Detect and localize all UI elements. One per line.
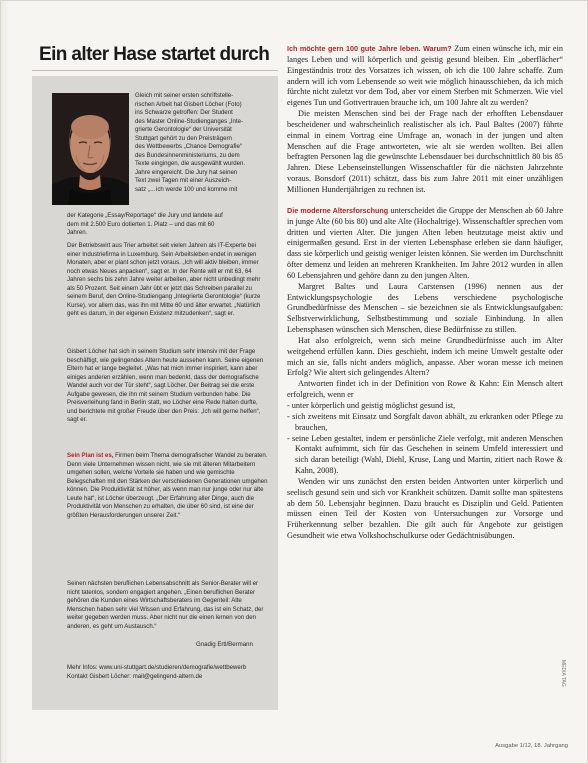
sidebar-lead: Sein Plan ist es,: [67, 452, 114, 459]
article-paragraph-body: unterscheidet die Gruppe der Menschen ab 60 Jahre in junge Alte (60 bis 80) und alte Alte (Hochaltrige). Wissenschaftler sprechen vom dritten und vierten Alter. Die jungen Alten leben heutzutage meist aktiv und einigermaßen gesund. Erst in der vierten Lebensphase erleben sie dann häufiger, dass sie körperlich und geistig weniger leisten können. Sie werden im Durchschnitt öfter demenz und leiden an mehreren Krankheiten. Im Jahre 2012 wurden in allen 60 Lebensjahren und gehöre dann zu den jungen Alten.: [287, 205, 563, 280]
sidebar-intro-line: des Wettbewerbs „Chance Demografie“: [135, 143, 242, 150]
sidebar-signature: Gnadig Ertl/Bermann: [196, 641, 253, 648]
article-paragraph: Die meisten Menschen sind bei der Frage nach der erhofften Lebensdauer bescheidener und wahrscheinlich realistischer als ich. Paul Baltes (2007) führte einmal in einem Vortrag eine Umfrage an, wonach in der jungen und alten Menschen auf die Frage antworteten, wie alt sie werden wollten. Bei allen befragten Personen lag die gewünschte Lebensdauer bei durchschnittlich 80 bis 85 Jahren. Diese Lebenseinstellungen Wissenschaftler für die nächsten Jahrzehnte voraus. Bonsdorf (2011) schätzt, dass bis zum Jahre 2011 mit einer unzähligen Millionen Hundertjährigen zu rechnen ist.: [287, 109, 563, 194]
article-paragraph: Hat also erfolgreich, wenn sich meine Grundbedürfnisse auch im Alter weitgehend erfüllen kann. Dies geschieht, indem ich meine Umwelt gestalte oder mich an sie, falls nicht anders möglich, anpasse. Aber woran messe ich meinen Erfolg? Wie altert sich gelingendes Altern?: [287, 335, 563, 378]
sidebar-intro-line: des Master Online-Studienganges „Inte-: [135, 117, 244, 125]
sidebar-intro-line: Gleich mit seiner ersten schriftstelle-: [135, 92, 234, 99]
article-paragraph: [287, 44, 563, 109]
headline: Ein alter Hase startet durch: [39, 44, 270, 65]
sidebar-intro-line: dem mit 2.500 Euro dotierten 1. Platz – und das mit 60: [67, 220, 215, 228]
sidebar-links: [67, 664, 267, 681]
sidebar-intro-line: rischen Arbeit hat Gisbert Löcher (Foto): [135, 100, 242, 108]
main-article: [287, 44, 563, 542]
article-paragraph: Antworten findet ich in der Definition von Rowe & Kahn: Ein Mensch altert erfolgreich, wenn er: [287, 379, 563, 400]
headline-rule: [32, 70, 278, 71]
info-link[interactable]: Mehr Infos: www.uni-stuttgart.de/studieren/demografie/wettbewerb: [67, 664, 247, 671]
article-header: [32, 32, 278, 66]
sidebar-intro-line: ins Schwarze getroffen: Der Student: [135, 109, 233, 116]
sidebar-intro-line: grierte Gerontologie“ der Universität: [135, 126, 232, 133]
sidebar-intro-line: des Bundesinnenministeriums, zu dem: [135, 151, 240, 159]
sidebar-intro-line: Jahren.: [67, 229, 88, 236]
article-paragraph: Margret Baltes und Laura Carstensen (1996) nennen aus der Entwicklungspsychologie des Lebens verschiedene psychologische Grundbedürfnisse des Menschen – sie bezeichnen sie als Entwicklungsaufgaben: Selbstverwirklichung, Selbstbestimmung und soziale Einbindung. In allen Lebensphasen wünschen sich Menschen, diese Bedürfnisse zu stillen.: [287, 281, 563, 335]
sidebar-intro-line: der Kategorie „Essay/Reportage“ die Jury und landete auf: [67, 212, 223, 219]
sidebar-intro-line: Text zwei Tagen mit einer Auszeich-: [135, 177, 232, 184]
portrait-photo: [52, 93, 129, 205]
sidebar-intro-line: Texte eingingen, die ausgewählt wurden.: [135, 160, 246, 167]
list-item: - sich zweitens mit Einsatz und Sorgfalt davon abhält, zu erkranken oder Pflege zu brauchen,: [287, 411, 563, 432]
article-paragraph: [287, 206, 563, 282]
sidebar-paragraph: Der Betriebswirt aus Trier arbeitet seit vielen Jahren als IT-Experte bei einer Industriefirma in Luxemburg. Sein Arbeitsleben endet in wenigen Monaten, aber er plant schon jetzt voraus. „Ich will aktiv bleiben, immer noch etwas Neues anpacken“, sagt er. In der Rente will er mit 63, 64 Jahren sechs bis zehn Jahre weiter arbeiten, aber nicht unbedingt mehr als 50 Prozent. Seit einem Jahr übt er jetzt das Schreiben parallel zu seinem Beruf, den Online-Studiengang „Integrierte Gerontologie“ (kurze Kurse), vor allem das, was ihn mit Mitte 60 und älter erwartet. „Natürlich geht es darum, in der eigenen Existenz mitzudenken“, sagt er.: [67, 242, 261, 318]
sidebar-intro-line: Stuttgart gehört zu den Preisträgern: [135, 134, 232, 142]
list-item: - unter körperlich und geistig möglichst gesund ist,: [287, 401, 456, 410]
list-item: - seine Leben gestaltet, indem er persönliche Ziele verfolgt, mit anderen Menschen Kontakt aufnimmt, sich für das Geschehen in seinem Umfeld interessiert und sich daran beteiligt (Wahl, Diehl, Kruse, Lang und Martin, zitiert nach Rowe & Kahn, 2008).: [287, 433, 563, 476]
sidebar-intro-line: satz „…ich werde 100 und komme mit: [135, 185, 238, 193]
sidebar-paragraph: Seinen nächsten beruflichen Lebensabschnitt als Senior-Berater will er nicht tatenlos, sondern engagiert angehen. „Einen beruflichen Berater gehören die Kunden eines Wirtschaftsberaters im Gegenteil: Alte Menschen haben sehr viel Wissen und Erfahrung, das ist ein Schatz, der weiter gegeben werden muss. Aber nicht nur die einen lernen von den anderen, es geht um Austausch.“: [67, 580, 264, 630]
side-code: MEDIA TAG: [560, 660, 566, 687]
article-lead: Die moderne Altersforschung: [287, 205, 389, 215]
page-footer: Ausgabe 1/12, 18. Jahrgang: [495, 743, 568, 749]
article-paragraph-body: Zum einen wünsche ich, mir ein langes Leben und will körperlich und geistig gesund bleiben. Ein „oberflächer“ Eingeständnis trotz des Vorsatzes ich wissen, ob ich die 100 Jahre schaffe. Zum andern will ich vom Lebensende so weit wie möglich hinausschieben, da ich mich fürchte nicht zuletzt vor dem Tod, aber vor einem Sterben mit Schmerzen. Wie viel eigenes Tun und Gottvertrauen brauche ich, um 100 Jahre alt zu werden?: [287, 44, 564, 108]
contact-link[interactable]: Kontakt Gisbert Löcher: mail@gelingend-altern.de: [67, 672, 203, 680]
sidebar-paragraph-body: Firmen beim Thema demografischer Wandel zu beraten. Denn viele Unternehmen wissen nicht, wie sie mit älteren Mitarbeitern umgehen sollen, welche Vorteile sie haben und wie gemischte Belegschaften mit den Stärken der verschiedenen Generationen umgehen können. Die Produktivität ist höher, als wenn man nur junge oder nur alte Leute hat“, ist Löcher überzeugt. „Der Erfahrung aller Dinge, auch die Produktivität von Menschen zu erhalten, die über 60 sind, ist eine der größten Herausforderungen unserer Zeit.“: [67, 452, 268, 519]
article-paragraph: Wenden wir uns zunächst den ersten beiden Antworten unter körperlich und seelisch gesund sein und sich vor Krankheit schützen. Damit sollte man spätestens ab dem 50. Lebensjahr beginnen. Dazu braucht es Disziplin und Geld. Patienten müssen einen Teil der Kosten von Untersuchungen zur Vorsorge und Früherkennung selber bezahlen. Die gilt auch für Angebote zur geistigen Gesundheit wie etwa Volkshochschulkurse oder Gedächtnisübungen.: [287, 476, 563, 541]
sidebar-paragraph: [67, 452, 269, 520]
sidebar-intro-line: Jahre eingereicht. Die Jury hat seinen: [135, 168, 238, 176]
sidebar-paragraph: Gisbert Löcher hat sich in seinem Studium sehr intensiv mit der Frage beschäftigt, wie gelingendes Altern heute aussehen kann. Seine eigenen Eltern hat er lange begleitet. „Was hat mich immer inspiriert, kann aber einiges anderen erzählen, wenn man bedenkt, dass der demografische Wandel auch vor der Tür steht“, sagt Löcher. Der Beitrag sei die erste Aufgabe gewesen, die ihn mit seinem Studium verbunden habe. Die Preisverleihung fand in Berlin statt, wo Löcher eine Rede halten durfte, und berichtete mit großer Freude über den Preis: „Ich will gerne helfen“, sagt er.: [67, 348, 264, 424]
article-lead: Ich möchte gern 100 gute Jahre leben. Warum?: [287, 44, 452, 53]
